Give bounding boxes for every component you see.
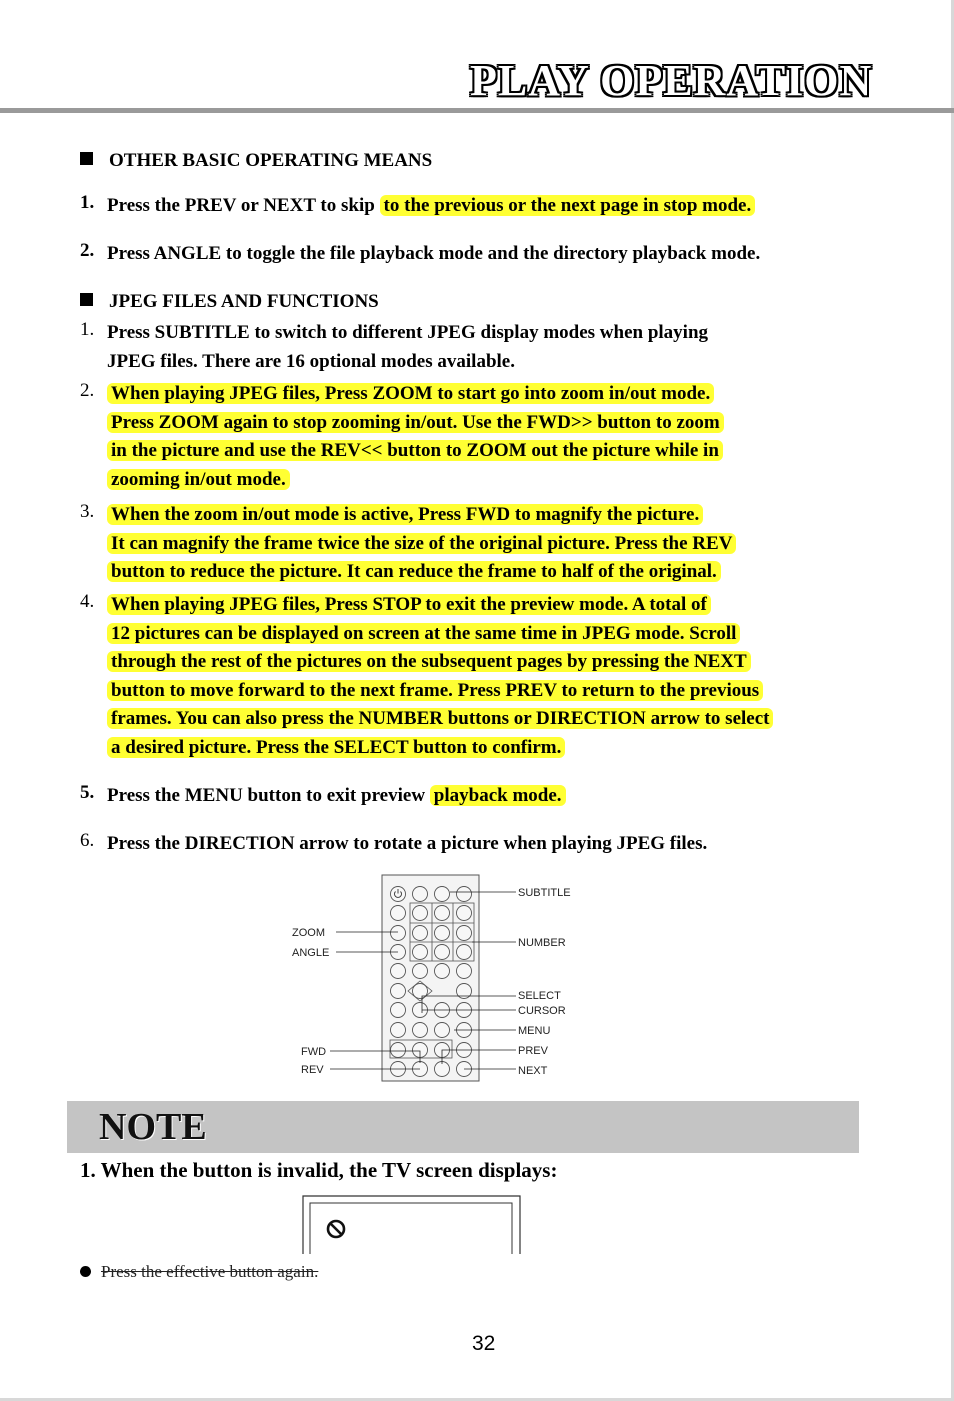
note-bar [67,1101,859,1153]
highlighted-text: button to move forward to the next frame. Press PREV to return to the previous [107,680,763,701]
remote-button [457,906,472,921]
label-menu: MENU [518,1025,551,1037]
power-button [391,887,406,902]
item-text: Press the DIRECTION arrow to rotate a picture when playing JPEG files. [107,833,708,854]
label-fwd: FWD [301,1046,327,1058]
note-title: NOTE [99,1106,207,1148]
remote-button [391,964,406,979]
remote-button [391,1023,406,1038]
label-subtitle: SUBTITLE [518,887,571,899]
label-rev: REV [301,1064,324,1076]
item-body [107,240,760,269]
remote-button [457,887,472,902]
square-bullet-icon [80,293,93,306]
item-text: Press the PREV or NEXT to skip [107,195,375,216]
note-item: 1. When the button is invalid, the TV screen displays: [80,1158,558,1182]
remote-button [435,945,450,960]
label-prev: PREV [518,1045,548,1057]
highlighted-text: When playing JPEG files, Press STOP to exit the preview mode. A total of [107,594,711,615]
section-heading-jpeg [80,291,379,313]
label-cursor: CURSOR [518,1005,566,1017]
remote-button [391,984,406,999]
highlighted-text: through the rest of the pictures on the subsequent pages by pressing the NEXT [107,651,751,672]
item-body [107,501,736,587]
item-text: Press the MENU button to exit preview [107,785,426,806]
remote-button [413,945,428,960]
label-select: SELECT [518,990,561,1002]
item-number: 3. [80,501,95,522]
item-number: 5. [80,782,95,803]
highlighted-text: to the previous or the next page in stop mode. [380,195,756,216]
item-body [107,380,724,494]
note-bullet-text: Press the effective button again. [101,1262,319,1281]
remote-button [391,1043,406,1058]
highlighted-text: a desired picture. Press the SELECT button to confirm. [107,737,565,758]
remote-button [413,964,428,979]
item-body [107,782,566,811]
label-number: NUMBER [518,937,566,949]
remote-button [457,945,472,960]
highlighted-text: playback mode. [430,785,566,806]
label-next: NEXT [518,1065,548,1077]
highlighted-text: When the zoom in/out mode is active, Press FWD to magnify the picture. [107,504,703,525]
remote-button [413,906,428,921]
item-number: 1. [80,319,95,340]
highlighted-text: zooming in/out mode. [107,469,290,490]
remote-button [435,1023,450,1038]
item-number: 2. [80,380,95,401]
item-number: 1. [80,192,95,213]
remote-button [413,887,428,902]
item-body [107,830,707,859]
square-bullet-icon [80,152,93,165]
remote-button [413,926,428,941]
item-body [107,591,773,762]
remote-button [457,964,472,979]
section-heading-text: JPEG FILES AND FUNCTIONS [109,291,379,312]
highlighted-text: button to reduce the picture. It can reduce the frame to half of the original. [107,561,721,582]
remote-button [435,887,450,902]
highlighted-text: 12 pictures can be displayed on screen at the same time in JPEG mode. Scroll [107,623,740,644]
remote-button [457,926,472,941]
label-angle: ANGLE [292,947,330,959]
item-number: 2. [80,240,95,261]
item-number: 6. [80,830,95,851]
remote-button [435,964,450,979]
item-body [107,192,755,221]
page-number: 32 [472,1332,496,1355]
highlighted-text: frames. You can also press the NUMBER buttons or DIRECTION arrow to select [107,708,773,729]
highlighted-text: Press ZOOM again to stop zooming in/out. Use the FWD>> button to zoom [107,412,724,433]
remote-button [391,1003,406,1018]
label-zoom: ZOOM [292,927,325,939]
item-text: JPEG files. There are 16 optional modes available. [107,350,515,372]
remote-button [391,926,406,941]
item-text: Press SUBTITLE to switch to different JPEG display modes when playing [107,322,709,343]
section-heading-text: OTHER BASIC OPERATING MEANS [109,150,433,171]
bullet-dot-icon [80,1266,91,1277]
note-bullet [80,1262,318,1282]
remote-button [435,906,450,921]
remote-button [413,1023,428,1038]
item-number: 4. [80,591,95,612]
title-rule [0,108,954,113]
remote-control-diagram [282,868,602,1088]
page-title: PLAY OPERATION [470,56,873,105]
highlighted-text: When playing JPEG files, Press ZOOM to start go into zoom in/out mode. [107,383,714,404]
item-text: Press ANGLE to toggle the file playback mode and the directory playback mode. [107,243,761,264]
remote-button [435,926,450,941]
item-body [107,319,708,376]
section-heading-other [80,150,432,172]
tv-screen-illustration [300,1194,525,1256]
remote-button [391,906,406,921]
highlighted-text: It can magnify the frame twice the size of the original picture. Press the REV [107,533,736,554]
highlighted-text: in the picture and use the REV<< button to ZOOM out the picture while in [107,440,723,461]
prohibited-icon [328,1221,344,1237]
